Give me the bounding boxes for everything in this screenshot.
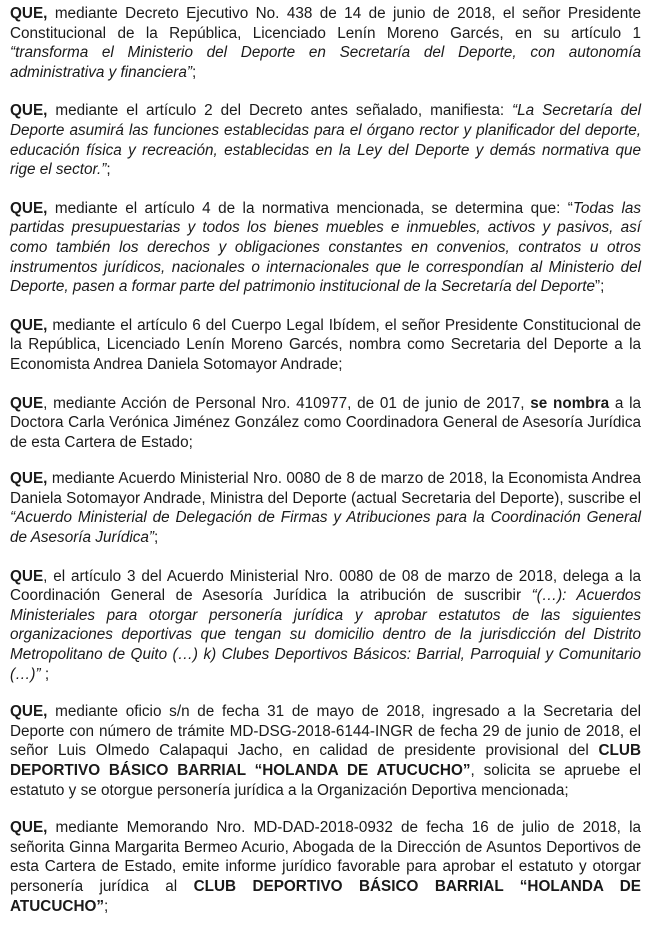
que-keyword: QUE, <box>10 470 48 488</box>
paragraph-text: ; <box>191 63 197 81</box>
quoted-text: “(…): Acuerdos Ministeriales para otorgar personería jurídica y aprobar estatutos de las siguientes organizaciones deportivas que tengan su domicilio dentro de la jurisdicción del Distrito Metropolitano de Quito (…) k) Clubes Deportivos Básicos: Barrial, Parroquial y Comunitario (…)” <box>10 587 641 683</box>
paragraph-text: mediante el artículo 2 del Decreto antes señalado, manifiesta: <box>47 102 513 120</box>
quoted-text: “La Secretaría del Deporte asumirá las funciones establecidas para el órgano rector y planificador del deporte, educación física y recreación, establecidas en la Ley del Deporte y demás normativa que rige el sector.” <box>10 102 641 179</box>
considerando-paragraph-1 <box>10 4 641 82</box>
paragraph-text: mediante oficio s/n de fecha 31 de mayo de 2018, ingresado a la Secretaria del Deporte con número de trámite MD-DSG-2018-6144-INGR de fecha 29 de junio de 2018, el señor Luis Olmedo Calapaqui Jacho, en calidad de presidente provisional del <box>10 703 641 760</box>
paragraph-text: ; <box>153 529 159 547</box>
considerando-paragraph-8 <box>10 702 641 800</box>
considerando-paragraph-7 <box>10 567 641 685</box>
paragraph-text: mediante Decreto Ejecutivo No. 438 de 14 de junio de 2018, el señor Presidente Constitucional de la República, Licenciado Lenín Moreno Garcés, en su artículo 1 <box>10 5 641 42</box>
paragraph-text: ; <box>106 161 111 179</box>
bold-text: se nombra <box>530 394 610 412</box>
que-keyword: QUE, <box>10 819 48 837</box>
considerando-paragraph-2 <box>10 101 641 179</box>
que-keyword: QUE, <box>10 199 48 217</box>
que-keyword: QUE, <box>10 102 48 120</box>
paragraph-text: mediante Memorando Nro. MD-DAD-2018-0932 de fecha 16 de julio de 2018, la señorita Ginna Margarita Bermeo Acurio, Abogada de la Dirección de Asuntos Deportivos de esta Cartera de Estado, emite informe jurídico favorable para aprobar el estatuto y otorgar personería jurídica al <box>10 819 641 895</box>
que-keyword: QUE, <box>10 316 48 334</box>
paragraph-text: , solicita se apruebe el estatuto y se otorgue personería jurídica a la Organización Deportiva mencionada; <box>10 762 641 799</box>
paragraph-text: , mediante Acción de Personal Nro. 410977, de 01 de junio de 2017, <box>43 394 531 412</box>
club-name: CLUB DEPORTIVO BÁSICO BARRIAL “HOLANDA DE ATUCUCHO” <box>10 877 641 915</box>
paragraph-text: a la Doctora Carla Verónica Jiménez González como Coordinadora General de Asesoría Jurídica de esta Cartera de Estado; <box>10 394 641 451</box>
paragraph-text: , el artículo 3 del Acuerdo Ministerial Nro. 0080 de 08 de marzo de 2018, delega a la Coordinación General de Asesoría Jurídica la atribución de suscribir <box>10 567 641 605</box>
que-keyword: QUE <box>10 567 44 585</box>
paragraph-text: mediante el artículo 6 del Cuerpo Legal Ibídem, el señor Presidente Constitucional de la República, Licenciado Lenín Moreno Garcés, nombra como Secretaria del Deporte a la Economista Andrea Daniela Sotomayor Andrade; <box>10 316 641 373</box>
que-keyword: QUE, <box>10 5 48 22</box>
que-keyword: QUE <box>10 394 44 412</box>
considerando-paragraph-6 <box>10 469 641 547</box>
paragraph-text: ; <box>104 897 109 915</box>
considerando-paragraph-4 <box>10 316 641 375</box>
quoted-text: “transforma el Ministerio del Deporte en Secretaría del Deporte, con autonomía administrativa y financiera” <box>10 44 641 81</box>
paragraph-text: mediante el artículo 4 de la normativa mencionada, se determina que: “ <box>47 199 573 217</box>
paragraph-text: ; <box>40 665 50 683</box>
club-name: CLUB DEPORTIVO BÁSICO BARRIAL “HOLANDA DE ATUCUCHO” <box>10 742 641 779</box>
considerando-paragraph-9 <box>10 818 641 916</box>
quoted-text: “Acuerdo Ministerial de Delegación de Firmas y Atribuciones para la Coordinación General de Asesoría Jurídica” <box>10 509 641 547</box>
quoted-text: Todas las partidas presupuestarias y todos los bienes muebles e inmuebles, activos y pasivos, así como también los derechos y obligaciones constantes en convenios, contratos u otros instrumentos jurídicos, nacionales o internacionales que le correspondían al Ministerio del Deporte, pasen a formar parte del patrimonio institucional de la Secretaría del Deporte <box>10 199 641 296</box>
paragraph-text: ”; <box>595 278 605 296</box>
considerando-paragraph-5 <box>10 394 641 453</box>
paragraph-text: mediante Acuerdo Ministerial Nro. 0080 de 8 de marzo de 2018, la Economista Andrea Daniela Sotomayor Andrade, Ministra del Deporte (actual Secretaria del Deporte), suscribe el <box>10 470 641 507</box>
que-keyword: QUE, <box>10 703 48 721</box>
considerando-paragraph-3 <box>10 199 641 297</box>
